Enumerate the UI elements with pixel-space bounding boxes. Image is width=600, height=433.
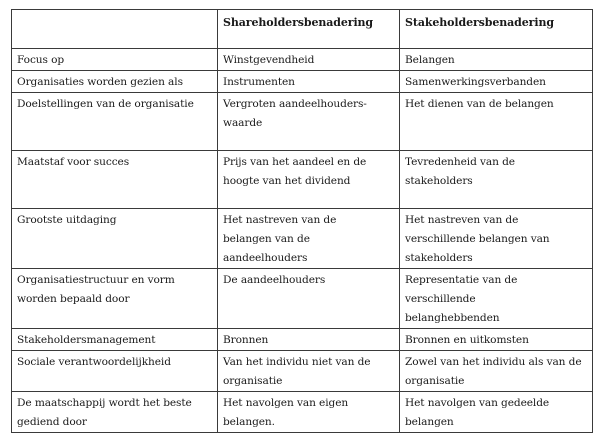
shareholders-cell: Bronnen bbox=[218, 329, 400, 351]
table-header-row bbox=[12, 10, 593, 49]
header-shareholders: Shareholdersbenadering bbox=[218, 10, 400, 49]
stakeholders-cell: Het nastreven van de verschillende belangen van stakeholders bbox=[400, 209, 593, 269]
row-label: Stakeholdersmanagement bbox=[12, 329, 218, 351]
table-row bbox=[12, 329, 593, 351]
stakeholders-cell: Tevredenheid van de stakeholders bbox=[400, 151, 593, 209]
row-label: De maatschappij wordt het beste gediend door bbox=[12, 392, 218, 433]
row-label: Focus op bbox=[12, 49, 218, 71]
table-row bbox=[12, 151, 593, 209]
row-label: Organisatiestructuur en vorm worden bepaald door bbox=[12, 269, 218, 329]
row-label: Maatstaf voor succes bbox=[12, 151, 218, 209]
stakeholders-cell: Het dienen van de belangen bbox=[400, 93, 593, 151]
row-label: Grootste uitdaging bbox=[12, 209, 218, 269]
row-label: Sociale verantwoordelijkheid bbox=[12, 351, 218, 392]
shareholders-cell: Het nastreven van de belangen van de aandeelhouders bbox=[218, 209, 400, 269]
table-row bbox=[12, 269, 593, 329]
table-row bbox=[12, 351, 593, 392]
header-stakeholders: Stakeholdersbenadering bbox=[400, 10, 593, 49]
table-row bbox=[12, 209, 593, 269]
stakeholders-cell: Belangen bbox=[400, 49, 593, 71]
table-row bbox=[12, 392, 593, 433]
row-label: Organisaties worden gezien als bbox=[12, 71, 218, 93]
table-row bbox=[12, 71, 593, 93]
stakeholders-cell: Representatie van de verschillende belanghebbenden bbox=[400, 269, 593, 329]
comparison-table bbox=[11, 9, 593, 433]
stakeholders-cell: Het navolgen van gedeelde belangen bbox=[400, 392, 593, 433]
stakeholders-cell: Zowel van het individu als van de organisatie bbox=[400, 351, 593, 392]
shareholders-cell: Prijs van het aandeel en de hoogte van het dividend bbox=[218, 151, 400, 209]
table-row bbox=[12, 93, 593, 151]
row-label: Doelstellingen van de organisatie bbox=[12, 93, 218, 151]
shareholders-cell: Vergroten aandeelhouders-waarde bbox=[218, 93, 400, 151]
table-row bbox=[12, 49, 593, 71]
shareholders-cell: Instrumenten bbox=[218, 71, 400, 93]
shareholders-cell: Van het individu niet van de organisatie bbox=[218, 351, 400, 392]
stakeholders-cell: Samenwerkingsverbanden bbox=[400, 71, 593, 93]
shareholders-cell: De aandeelhouders bbox=[218, 269, 400, 329]
stakeholders-cell: Bronnen en uitkomsten bbox=[400, 329, 593, 351]
shareholders-cell: Winstgevendheid bbox=[218, 49, 400, 71]
shareholders-cell: Het navolgen van eigen belangen. bbox=[218, 392, 400, 433]
header-empty-cell bbox=[12, 10, 218, 49]
